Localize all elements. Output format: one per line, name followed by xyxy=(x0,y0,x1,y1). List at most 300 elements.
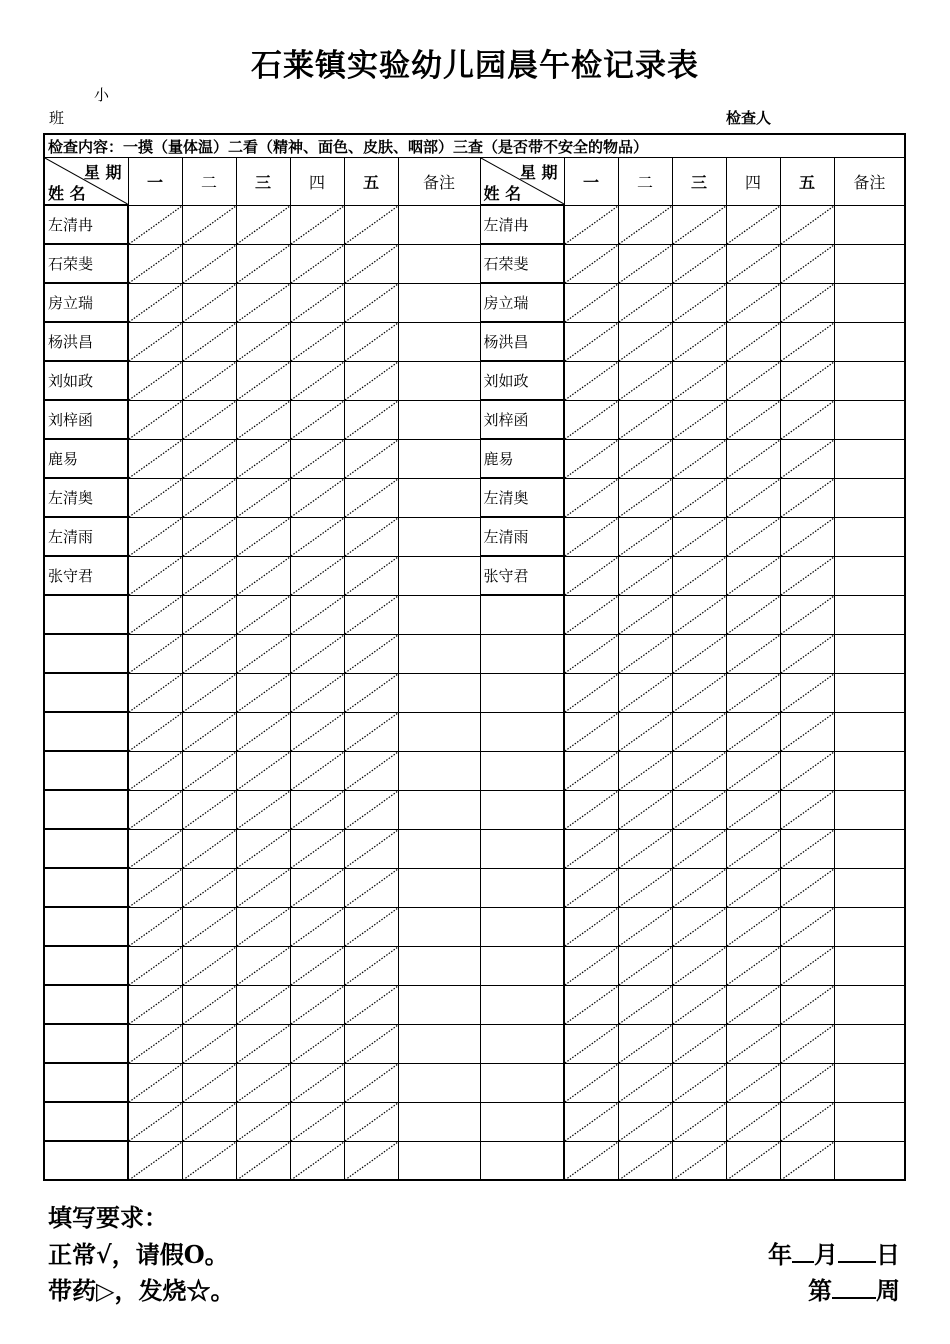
remark-cell[interactable] xyxy=(398,1063,480,1102)
check-cell[interactable] xyxy=(564,907,618,946)
check-cell[interactable] xyxy=(344,556,398,595)
remark-cell[interactable] xyxy=(834,985,905,1024)
check-cell[interactable] xyxy=(236,244,290,283)
check-cell[interactable] xyxy=(780,1063,834,1102)
check-cell[interactable] xyxy=(780,751,834,790)
check-cell[interactable] xyxy=(564,790,618,829)
check-cell[interactable] xyxy=(128,439,182,478)
check-cell[interactable] xyxy=(564,205,618,244)
check-cell[interactable] xyxy=(618,1024,672,1063)
remark-cell[interactable] xyxy=(398,868,480,907)
check-cell[interactable] xyxy=(128,322,182,361)
check-cell[interactable] xyxy=(128,478,182,517)
check-cell[interactable] xyxy=(672,907,726,946)
check-cell[interactable] xyxy=(618,478,672,517)
check-cell[interactable] xyxy=(564,595,618,634)
remark-cell[interactable] xyxy=(834,907,905,946)
remark-cell[interactable] xyxy=(398,673,480,712)
remark-cell[interactable] xyxy=(834,751,905,790)
check-cell[interactable] xyxy=(128,751,182,790)
check-cell[interactable] xyxy=(564,400,618,439)
check-cell[interactable] xyxy=(618,244,672,283)
check-cell[interactable] xyxy=(672,1141,726,1180)
check-cell[interactable] xyxy=(290,244,344,283)
check-cell[interactable] xyxy=(236,790,290,829)
check-cell[interactable] xyxy=(344,244,398,283)
check-cell[interactable] xyxy=(564,985,618,1024)
month-blank[interactable] xyxy=(792,1241,814,1263)
check-cell[interactable] xyxy=(182,907,236,946)
remark-cell[interactable] xyxy=(834,1141,905,1180)
check-cell[interactable] xyxy=(618,556,672,595)
check-cell[interactable] xyxy=(344,1024,398,1063)
check-cell[interactable] xyxy=(672,283,726,322)
check-cell[interactable] xyxy=(618,868,672,907)
check-cell[interactable] xyxy=(672,556,726,595)
check-cell[interactable] xyxy=(236,673,290,712)
check-cell[interactable] xyxy=(182,634,236,673)
remark-cell[interactable] xyxy=(834,829,905,868)
check-cell[interactable] xyxy=(726,1063,780,1102)
check-cell[interactable] xyxy=(672,673,726,712)
check-cell[interactable] xyxy=(618,205,672,244)
check-cell[interactable] xyxy=(564,478,618,517)
check-cell[interactable] xyxy=(182,244,236,283)
check-cell[interactable] xyxy=(290,478,344,517)
check-cell[interactable] xyxy=(726,712,780,751)
check-cell[interactable] xyxy=(726,634,780,673)
check-cell[interactable] xyxy=(564,517,618,556)
check-cell[interactable] xyxy=(290,907,344,946)
check-cell[interactable] xyxy=(344,283,398,322)
check-cell[interactable] xyxy=(182,946,236,985)
check-cell[interactable] xyxy=(236,751,290,790)
remark-cell[interactable] xyxy=(398,595,480,634)
check-cell[interactable] xyxy=(344,946,398,985)
check-cell[interactable] xyxy=(726,829,780,868)
check-cell[interactable] xyxy=(672,439,726,478)
check-cell[interactable] xyxy=(618,361,672,400)
check-cell[interactable] xyxy=(236,1102,290,1141)
check-cell[interactable] xyxy=(290,712,344,751)
check-cell[interactable] xyxy=(344,751,398,790)
check-cell[interactable] xyxy=(344,634,398,673)
check-cell[interactable] xyxy=(672,712,726,751)
check-cell[interactable] xyxy=(726,205,780,244)
check-cell[interactable] xyxy=(236,1141,290,1180)
check-cell[interactable] xyxy=(618,400,672,439)
check-cell[interactable] xyxy=(236,829,290,868)
check-cell[interactable] xyxy=(182,400,236,439)
check-cell[interactable] xyxy=(726,439,780,478)
check-cell[interactable] xyxy=(182,439,236,478)
check-cell[interactable] xyxy=(236,517,290,556)
check-cell[interactable] xyxy=(182,751,236,790)
check-cell[interactable] xyxy=(236,439,290,478)
check-cell[interactable] xyxy=(618,1102,672,1141)
check-cell[interactable] xyxy=(564,244,618,283)
check-cell[interactable] xyxy=(344,361,398,400)
check-cell[interactable] xyxy=(128,1063,182,1102)
check-cell[interactable] xyxy=(182,1102,236,1141)
check-cell[interactable] xyxy=(182,673,236,712)
remark-cell[interactable] xyxy=(834,283,905,322)
check-cell[interactable] xyxy=(672,790,726,829)
check-cell[interactable] xyxy=(672,946,726,985)
check-cell[interactable] xyxy=(290,361,344,400)
check-cell[interactable] xyxy=(564,439,618,478)
remark-cell[interactable] xyxy=(398,244,480,283)
check-cell[interactable] xyxy=(618,985,672,1024)
check-cell[interactable] xyxy=(618,634,672,673)
check-cell[interactable] xyxy=(564,634,618,673)
check-cell[interactable] xyxy=(618,751,672,790)
check-cell[interactable] xyxy=(128,634,182,673)
remark-cell[interactable] xyxy=(398,478,480,517)
remark-cell[interactable] xyxy=(398,322,480,361)
check-cell[interactable] xyxy=(128,283,182,322)
remark-cell[interactable] xyxy=(834,946,905,985)
check-cell[interactable] xyxy=(780,478,834,517)
check-cell[interactable] xyxy=(672,478,726,517)
remark-cell[interactable] xyxy=(834,595,905,634)
check-cell[interactable] xyxy=(672,517,726,556)
check-cell[interactable] xyxy=(780,985,834,1024)
check-cell[interactable] xyxy=(128,907,182,946)
check-cell[interactable] xyxy=(726,790,780,829)
check-cell[interactable] xyxy=(780,205,834,244)
check-cell[interactable] xyxy=(780,556,834,595)
check-cell[interactable] xyxy=(726,517,780,556)
check-cell[interactable] xyxy=(618,517,672,556)
check-cell[interactable] xyxy=(672,322,726,361)
check-cell[interactable] xyxy=(726,1024,780,1063)
check-cell[interactable] xyxy=(618,673,672,712)
remark-cell[interactable] xyxy=(834,868,905,907)
check-cell[interactable] xyxy=(344,205,398,244)
check-cell[interactable] xyxy=(236,361,290,400)
check-cell[interactable] xyxy=(780,790,834,829)
remark-cell[interactable] xyxy=(398,985,480,1024)
check-cell[interactable] xyxy=(726,1102,780,1141)
remark-cell[interactable] xyxy=(398,712,480,751)
remark-cell[interactable] xyxy=(834,712,905,751)
remark-cell[interactable] xyxy=(398,400,480,439)
check-cell[interactable] xyxy=(128,244,182,283)
check-cell[interactable] xyxy=(182,478,236,517)
check-cell[interactable] xyxy=(618,790,672,829)
check-cell[interactable] xyxy=(182,829,236,868)
check-cell[interactable] xyxy=(182,595,236,634)
check-cell[interactable] xyxy=(344,829,398,868)
check-cell[interactable] xyxy=(290,517,344,556)
check-cell[interactable] xyxy=(672,634,726,673)
check-cell[interactable] xyxy=(780,322,834,361)
check-cell[interactable] xyxy=(290,205,344,244)
remark-cell[interactable] xyxy=(834,1102,905,1141)
remark-cell[interactable] xyxy=(834,400,905,439)
check-cell[interactable] xyxy=(236,985,290,1024)
remark-cell[interactable] xyxy=(398,907,480,946)
check-cell[interactable] xyxy=(182,1063,236,1102)
remark-cell[interactable] xyxy=(398,1141,480,1180)
check-cell[interactable] xyxy=(780,361,834,400)
check-cell[interactable] xyxy=(236,1063,290,1102)
check-cell[interactable] xyxy=(564,1063,618,1102)
check-cell[interactable] xyxy=(780,907,834,946)
check-cell[interactable] xyxy=(236,322,290,361)
remark-cell[interactable] xyxy=(834,361,905,400)
check-cell[interactable] xyxy=(290,790,344,829)
check-cell[interactable] xyxy=(726,868,780,907)
check-cell[interactable] xyxy=(236,868,290,907)
check-cell[interactable] xyxy=(726,361,780,400)
remark-cell[interactable] xyxy=(834,322,905,361)
check-cell[interactable] xyxy=(128,595,182,634)
check-cell[interactable] xyxy=(128,1102,182,1141)
check-cell[interactable] xyxy=(128,205,182,244)
check-cell[interactable] xyxy=(182,712,236,751)
check-cell[interactable] xyxy=(236,946,290,985)
check-cell[interactable] xyxy=(236,595,290,634)
check-cell[interactable] xyxy=(236,556,290,595)
check-cell[interactable] xyxy=(128,946,182,985)
check-cell[interactable] xyxy=(236,478,290,517)
check-cell[interactable] xyxy=(290,322,344,361)
remark-cell[interactable] xyxy=(398,751,480,790)
check-cell[interactable] xyxy=(290,829,344,868)
check-cell[interactable] xyxy=(726,985,780,1024)
remark-cell[interactable] xyxy=(398,361,480,400)
check-cell[interactable] xyxy=(672,868,726,907)
check-cell[interactable] xyxy=(780,829,834,868)
check-cell[interactable] xyxy=(128,517,182,556)
check-cell[interactable] xyxy=(128,673,182,712)
check-cell[interactable] xyxy=(236,634,290,673)
check-cell[interactable] xyxy=(236,283,290,322)
check-cell[interactable] xyxy=(780,400,834,439)
check-cell[interactable] xyxy=(618,907,672,946)
check-cell[interactable] xyxy=(182,1024,236,1063)
check-cell[interactable] xyxy=(618,322,672,361)
check-cell[interactable] xyxy=(726,400,780,439)
check-cell[interactable] xyxy=(182,283,236,322)
remark-cell[interactable] xyxy=(834,673,905,712)
check-cell[interactable] xyxy=(780,1024,834,1063)
check-cell[interactable] xyxy=(564,1102,618,1141)
remark-cell[interactable] xyxy=(398,634,480,673)
check-cell[interactable] xyxy=(344,985,398,1024)
check-cell[interactable] xyxy=(290,868,344,907)
remark-cell[interactable] xyxy=(834,439,905,478)
check-cell[interactable] xyxy=(564,1141,618,1180)
check-cell[interactable] xyxy=(672,751,726,790)
check-cell[interactable] xyxy=(236,400,290,439)
remark-cell[interactable] xyxy=(398,556,480,595)
check-cell[interactable] xyxy=(564,361,618,400)
check-cell[interactable] xyxy=(128,400,182,439)
check-cell[interactable] xyxy=(780,244,834,283)
check-cell[interactable] xyxy=(672,1063,726,1102)
check-cell[interactable] xyxy=(726,1141,780,1180)
check-cell[interactable] xyxy=(290,673,344,712)
remark-cell[interactable] xyxy=(398,790,480,829)
check-cell[interactable] xyxy=(128,790,182,829)
check-cell[interactable] xyxy=(726,556,780,595)
day-blank[interactable] xyxy=(838,1241,876,1263)
check-cell[interactable] xyxy=(726,322,780,361)
check-cell[interactable] xyxy=(672,1102,726,1141)
remark-cell[interactable] xyxy=(398,1102,480,1141)
check-cell[interactable] xyxy=(236,712,290,751)
check-cell[interactable] xyxy=(564,868,618,907)
remark-cell[interactable] xyxy=(834,790,905,829)
check-cell[interactable] xyxy=(182,322,236,361)
check-cell[interactable] xyxy=(726,673,780,712)
remark-cell[interactable] xyxy=(834,478,905,517)
check-cell[interactable] xyxy=(128,985,182,1024)
check-cell[interactable] xyxy=(344,1141,398,1180)
check-cell[interactable] xyxy=(290,985,344,1024)
check-cell[interactable] xyxy=(618,283,672,322)
check-cell[interactable] xyxy=(672,985,726,1024)
check-cell[interactable] xyxy=(672,361,726,400)
check-cell[interactable] xyxy=(564,322,618,361)
check-cell[interactable] xyxy=(672,205,726,244)
check-cell[interactable] xyxy=(726,946,780,985)
check-cell[interactable] xyxy=(780,1141,834,1180)
check-cell[interactable] xyxy=(344,322,398,361)
check-cell[interactable] xyxy=(182,556,236,595)
check-cell[interactable] xyxy=(182,517,236,556)
check-cell[interactable] xyxy=(290,1024,344,1063)
check-cell[interactable] xyxy=(672,400,726,439)
check-cell[interactable] xyxy=(564,673,618,712)
check-cell[interactable] xyxy=(236,1024,290,1063)
check-cell[interactable] xyxy=(182,205,236,244)
check-cell[interactable] xyxy=(344,439,398,478)
check-cell[interactable] xyxy=(182,361,236,400)
check-cell[interactable] xyxy=(564,556,618,595)
check-cell[interactable] xyxy=(780,439,834,478)
check-cell[interactable] xyxy=(290,556,344,595)
check-cell[interactable] xyxy=(780,634,834,673)
check-cell[interactable] xyxy=(128,868,182,907)
remark-cell[interactable] xyxy=(834,1024,905,1063)
check-cell[interactable] xyxy=(128,1024,182,1063)
check-cell[interactable] xyxy=(564,283,618,322)
check-cell[interactable] xyxy=(726,751,780,790)
check-cell[interactable] xyxy=(344,517,398,556)
check-cell[interactable] xyxy=(344,790,398,829)
check-cell[interactable] xyxy=(780,1102,834,1141)
check-cell[interactable] xyxy=(564,946,618,985)
check-cell[interactable] xyxy=(726,907,780,946)
check-cell[interactable] xyxy=(564,712,618,751)
check-cell[interactable] xyxy=(290,946,344,985)
remark-cell[interactable] xyxy=(398,517,480,556)
week-blank[interactable] xyxy=(832,1277,876,1299)
check-cell[interactable] xyxy=(726,244,780,283)
remark-cell[interactable] xyxy=(834,244,905,283)
check-cell[interactable] xyxy=(618,946,672,985)
check-cell[interactable] xyxy=(236,907,290,946)
check-cell[interactable] xyxy=(128,829,182,868)
check-cell[interactable] xyxy=(780,517,834,556)
remark-cell[interactable] xyxy=(834,1063,905,1102)
check-cell[interactable] xyxy=(344,1102,398,1141)
check-cell[interactable] xyxy=(290,751,344,790)
check-cell[interactable] xyxy=(182,1141,236,1180)
check-cell[interactable] xyxy=(618,595,672,634)
check-cell[interactable] xyxy=(618,829,672,868)
remark-cell[interactable] xyxy=(398,946,480,985)
check-cell[interactable] xyxy=(344,907,398,946)
check-cell[interactable] xyxy=(344,478,398,517)
check-cell[interactable] xyxy=(290,1102,344,1141)
remark-cell[interactable] xyxy=(834,556,905,595)
check-cell[interactable] xyxy=(182,868,236,907)
check-cell[interactable] xyxy=(236,205,290,244)
check-cell[interactable] xyxy=(290,595,344,634)
check-cell[interactable] xyxy=(290,1063,344,1102)
check-cell[interactable] xyxy=(618,712,672,751)
check-cell[interactable] xyxy=(780,946,834,985)
check-cell[interactable] xyxy=(726,478,780,517)
check-cell[interactable] xyxy=(290,400,344,439)
check-cell[interactable] xyxy=(618,1063,672,1102)
remark-cell[interactable] xyxy=(834,517,905,556)
check-cell[interactable] xyxy=(672,244,726,283)
check-cell[interactable] xyxy=(128,361,182,400)
check-cell[interactable] xyxy=(726,595,780,634)
check-cell[interactable] xyxy=(290,439,344,478)
remark-cell[interactable] xyxy=(398,1024,480,1063)
check-cell[interactable] xyxy=(344,400,398,439)
check-cell[interactable] xyxy=(344,712,398,751)
check-cell[interactable] xyxy=(780,283,834,322)
check-cell[interactable] xyxy=(182,790,236,829)
check-cell[interactable] xyxy=(128,556,182,595)
check-cell[interactable] xyxy=(564,829,618,868)
check-cell[interactable] xyxy=(344,868,398,907)
check-cell[interactable] xyxy=(344,1063,398,1102)
check-cell[interactable] xyxy=(344,595,398,634)
remark-cell[interactable] xyxy=(398,283,480,322)
check-cell[interactable] xyxy=(618,439,672,478)
check-cell[interactable] xyxy=(290,1141,344,1180)
remark-cell[interactable] xyxy=(398,439,480,478)
remark-cell[interactable] xyxy=(398,205,480,244)
check-cell[interactable] xyxy=(726,283,780,322)
check-cell[interactable] xyxy=(182,985,236,1024)
check-cell[interactable] xyxy=(780,673,834,712)
check-cell[interactable] xyxy=(128,712,182,751)
check-cell[interactable] xyxy=(564,751,618,790)
remark-cell[interactable] xyxy=(834,634,905,673)
check-cell[interactable] xyxy=(618,1141,672,1180)
check-cell[interactable] xyxy=(672,829,726,868)
remark-cell[interactable] xyxy=(834,205,905,244)
check-cell[interactable] xyxy=(290,283,344,322)
check-cell[interactable] xyxy=(780,868,834,907)
check-cell[interactable] xyxy=(344,673,398,712)
check-cell[interactable] xyxy=(128,1141,182,1180)
check-cell[interactable] xyxy=(780,712,834,751)
remark-cell[interactable] xyxy=(398,829,480,868)
check-cell[interactable] xyxy=(564,1024,618,1063)
check-cell[interactable] xyxy=(672,595,726,634)
